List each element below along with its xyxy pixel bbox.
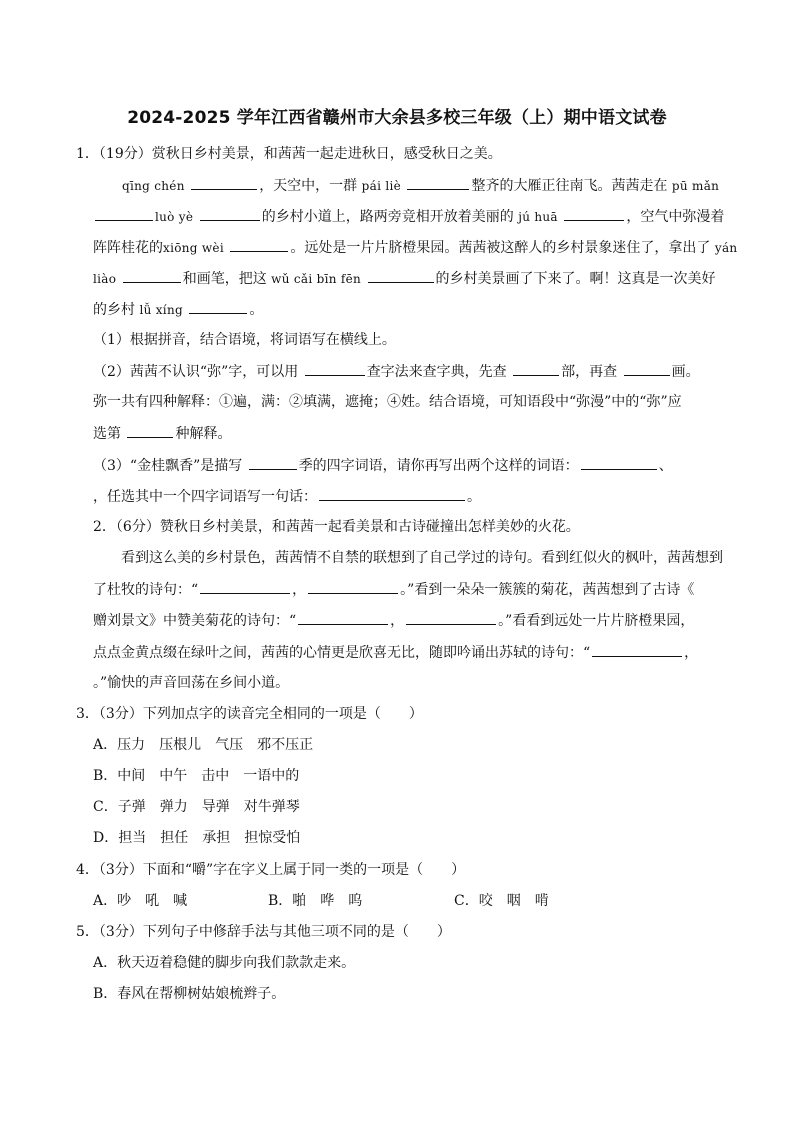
answer-blank[interactable] (127, 424, 173, 438)
text-segment: 整齐的大雁正往南飞。茜茜走在 (471, 178, 668, 194)
answer-blank[interactable] (407, 176, 469, 190)
q4-option-b: B．啪 哗 呜 (268, 893, 363, 909)
answer-blank[interactable] (305, 362, 365, 376)
pinyin-qingchen: qīng chén (122, 179, 185, 193)
answer-blank[interactable] (564, 207, 624, 221)
answer-blank[interactable] (230, 238, 288, 252)
answer-blank[interactable] (200, 207, 260, 221)
answer-blank[interactable] (308, 580, 398, 594)
text-segment: 、 (658, 458, 673, 474)
pinyin-yan: yán (714, 241, 738, 255)
text-segment: 查字法来查字典，先查 (366, 364, 507, 380)
answer-blank[interactable] (592, 643, 682, 657)
q5-option-b: B．春风在帮柳树姑娘梳辫子。 (93, 986, 286, 1002)
q1-sub2-line-2: 弥一共有四种解释：①遍，满：②填满，遮掩；④姓。结合语境，可知语段中“弥漫”中的“弥”应 (93, 394, 682, 410)
answer-blank[interactable] (368, 269, 434, 283)
text-segment: ，任选其中一个四字词语写一句话： (93, 489, 317, 505)
text-segment: 种解释。 (175, 426, 232, 442)
q3-option-c: C．子弹 弹力 导弹 对牛弹琴 (93, 799, 300, 815)
q2-header: 2．（6分）赞秋日乡村美景，和茜茜一起看美景和古诗碰撞出怎样美妙的火花。 (93, 519, 580, 535)
q1-sub2-line-3 (93, 424, 231, 443)
q1-line-2 (93, 207, 724, 226)
text-segment: 。远处是一片片脐橙果园。茜茜被这醉人的乡村景象迷住了，拿出了 (290, 240, 711, 256)
text-segment: 。”看到一朵朵一簇簇的菊花，茜茜想到了古诗《 (400, 582, 695, 598)
text-segment: 。”看看到远处一片片脐橙果园， (498, 613, 695, 629)
text-segment: 的乡村小道上，路两旁竞相开放着美丽的 (261, 209, 514, 225)
text-segment: 了杜牧的诗句：“ (93, 582, 199, 598)
answer-blank[interactable] (513, 362, 559, 376)
text-segment: 部，再查 (561, 364, 618, 380)
answer-blank[interactable] (624, 362, 670, 376)
q3-option-d: D．担当 担任 承担 担惊受怕 (93, 830, 301, 846)
text-segment: 赠刘景文》中赞美菊花的诗句：“ (93, 613, 297, 629)
q1-line-1 (122, 176, 719, 195)
q5-option-a: A．秋天迈着稳健的脚步向我们款款走来。 (93, 955, 356, 971)
q1-sub1: （1）根据拼音，结合语境，将词语写在横线上。 (93, 332, 396, 348)
text-segment: （3）“金桂飘香”是描写 (93, 458, 243, 474)
pinyin-xiongwei: xiōng wèi (163, 241, 224, 255)
pinyin-lvxing: lǚ xíng (139, 303, 183, 317)
q1-line-3 (93, 238, 737, 257)
answer-blank[interactable] (123, 269, 181, 283)
pinyin-wucaibinfen: wǔ cǎi bīn fēn (271, 272, 362, 286)
answer-blank[interactable] (95, 207, 153, 221)
q5-header: 5．（3分）下列句子中修辞手法与其他三项不同的是（ ） (76, 924, 451, 940)
pinyin-juhua: jú huā (518, 210, 558, 224)
answer-blank[interactable] (189, 300, 247, 314)
text-segment: 。 (467, 489, 481, 505)
text-segment: 阵阵桂花的 (93, 240, 163, 256)
pinyin-pailie: pái liè (361, 179, 402, 193)
answer-blank[interactable] (406, 611, 496, 625)
text-segment: 画。 (671, 364, 700, 380)
answer-blank[interactable] (298, 611, 388, 625)
q3-option-b: B．中间 中午 击中 一语中的 (93, 768, 300, 784)
answer-blank[interactable] (191, 176, 257, 190)
q2-line-2 (93, 580, 694, 599)
text-segment: （2）茜茜不认识“弥”字，可以用 (93, 364, 299, 380)
text-segment: 的乡村美景画了下来了。啊！这真是一次美好 (435, 271, 716, 287)
answer-blank[interactable] (249, 456, 297, 470)
text-segment: 季的四字词语，请你再写出两个这样的词语： (298, 458, 579, 474)
text-segment: 。 (249, 302, 264, 318)
pinyin-liao: liào (93, 272, 117, 286)
q3-header: 3．（3分）下列加点字的读音完全相同的一项是（ ） (76, 706, 423, 722)
text-segment: 点点金黄点缀在绿叶之间，茜茜的心情更是欣喜无比，随即吟诵出苏轼的诗句：“ (93, 645, 591, 661)
exam-title: 2024-2025 学年江西省赣州市大余县多校三年级（上）期中语文试卷 (127, 108, 667, 128)
q2-line-1: 看到这么美的乡村景色，茜茜情不自禁的联想到了自己学过的诗句。看到红似火的枫叶，茜茜想到 (121, 550, 723, 566)
pinyin-puman: pū mǎn (671, 179, 720, 193)
q1-header: 1．（19分）赏秋日乡村美景，和茜茜一起走进秋日，感受秋日之美。 (76, 146, 502, 162)
q1-line-5 (93, 300, 263, 319)
q1-sub2-line-1 (93, 362, 700, 381)
text-segment: ，空气中弥漫着 (626, 209, 725, 225)
q2-line-4 (93, 643, 698, 662)
answer-blank[interactable] (200, 580, 290, 594)
q1-line-4 (93, 269, 716, 288)
answer-blank[interactable] (581, 456, 657, 470)
q2-line-3 (93, 611, 694, 630)
q4-option-a: A．吵 吼 喊 (93, 893, 188, 909)
text-segment: ， (292, 582, 307, 598)
q4-option-c: C．咬 咽 啃 (454, 893, 549, 909)
text-segment: ，天空中，一群 (259, 178, 358, 194)
answer-blank[interactable] (319, 487, 465, 501)
q1-sub3-line-1 (93, 456, 673, 475)
q1-sub3-line-2 (93, 487, 481, 506)
text-segment: ， (390, 613, 405, 629)
q3-option-a: A．压力 压根儿 气压 邪不压正 (93, 737, 314, 753)
text-segment: 的乡村 (93, 302, 135, 318)
text-segment: 选第 (93, 426, 121, 442)
q2-line-5: 。”愉快的声音回荡在乡间小道。 (93, 675, 290, 691)
pinyin-luoye: luò yè (155, 210, 194, 224)
q4-header: 4．（3分）下面和“嚼”字在字义上属于同一类的一项是（ ） (76, 862, 466, 878)
text-segment: ， (684, 645, 699, 661)
text-segment: 和画笔，把这 (182, 271, 267, 287)
